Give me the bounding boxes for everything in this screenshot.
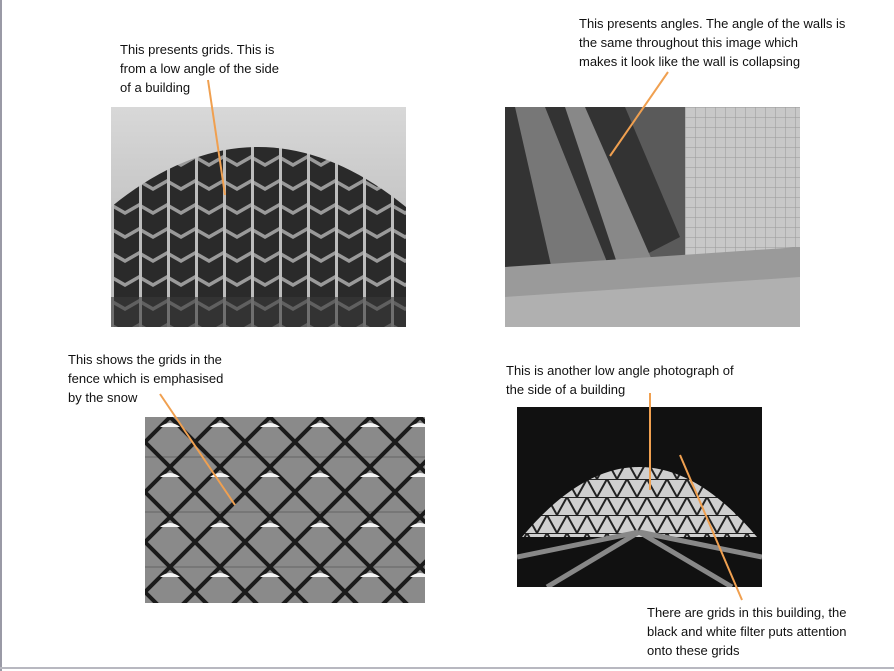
note-dome: There are grids in this building, the black and white filter puts attention onto these grids [647,605,847,658]
note-low-angle: This is another low angle photograph of the side of a building [506,363,734,397]
page-left-border [0,0,2,671]
note-fence: This shows the grids in the fence which is emphasised by the snow [68,352,224,405]
photo-building-grid [111,107,406,327]
photo-snowy-fence [145,417,425,603]
photo-angled-walls [505,107,800,327]
note-angles: This presents angles. The angle of the walls is the same throughout this image which makes it look like the wall is collapsing [579,16,846,69]
note-grids-building: This presents grids. This is from a low angle of the side of a building [120,42,279,95]
page-bottom-border [0,667,894,669]
photo-dome-grid [517,407,762,587]
